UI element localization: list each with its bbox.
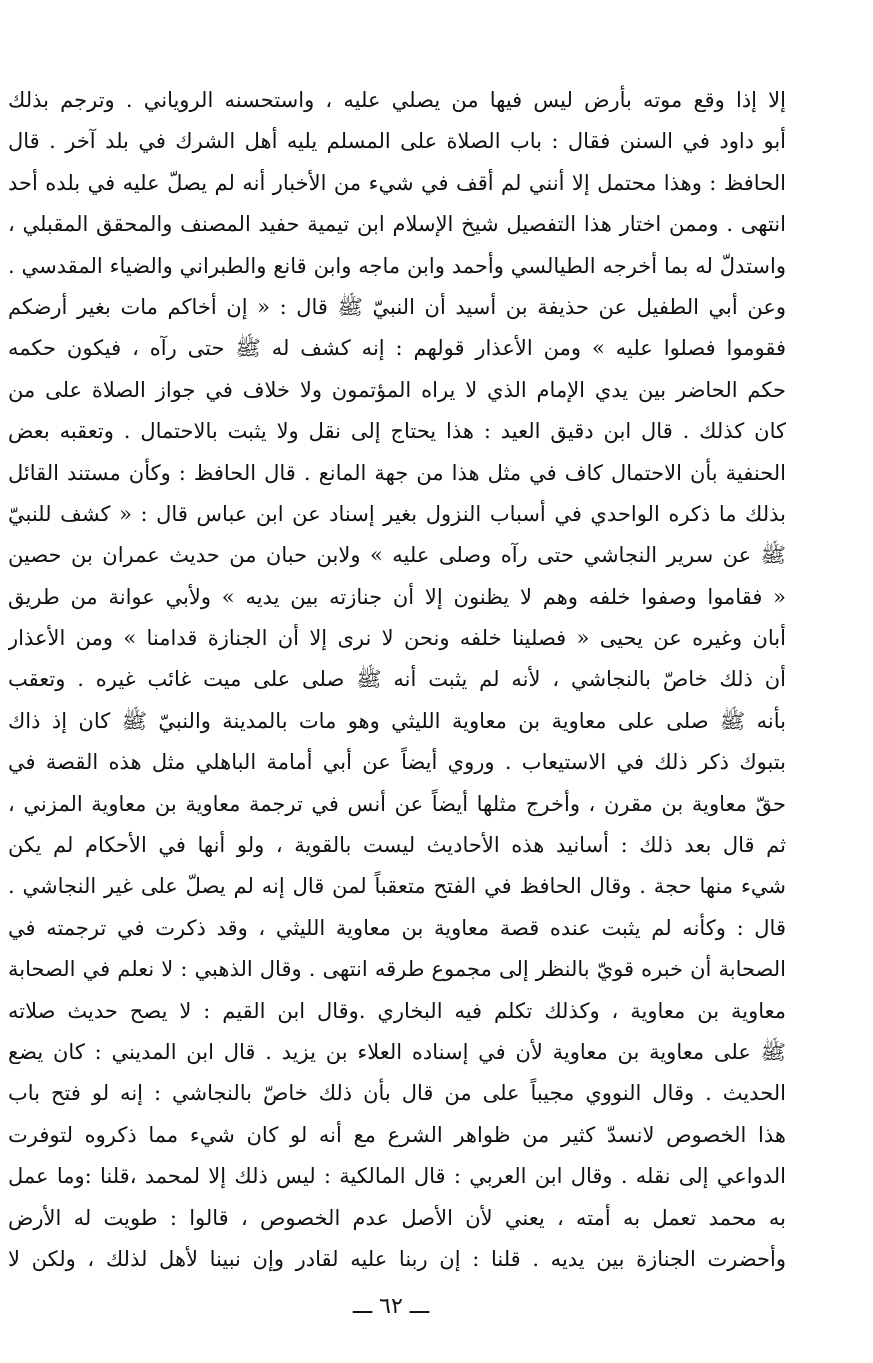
text-line: هذا الخصوص لانسدّ كثير من ظواهر الشرع مع أنه لو كان شيء مما ذكروه لتوفرت xyxy=(8,1122,786,1147)
text-line: وعن أبي الطفيل عن حذيفة بن أسيد أن النبيّ ﷺ قال : « إن أخاكم مات بغير أرضكم xyxy=(8,294,786,319)
text-line: أبو داود في السنن فقال : باب الصلاة على المسلم يليه أهل الشرك في بلد آخر . قال xyxy=(8,129,786,154)
body-text xyxy=(8,80,786,1280)
text-line: شيء منها حجة . وقال الحافظ في الفتح متعقباً لمن قال إنه لم يصلّ على غير النجاشي . xyxy=(8,874,786,899)
text-line: بذلك ما ذكره الواحدي في أسباب النزول بغير إسناد عن ابن عباس قال : « كشف للنبيّ xyxy=(8,501,786,526)
text-line: بتبوك ذكر ذلك في الاستيعاب . وروي أيضاً عن أبي أمامة الباهلي مثل هذه القصة في xyxy=(8,750,786,775)
text-line: أن ذلك خاصّ بالنجاشي ، لأنه لم يثبت أنه ﷺ صلى على ميت غائب غيره . وتعقب xyxy=(8,667,786,692)
text-line: انتهى . وممن اختار هذا التفصيل شيخ الإسلام ابن تيمية حفيد المصنف والمحقق المقبلي ، xyxy=(8,212,786,237)
text-line: الحنفية بأن الاحتمال كاف في مثل هذا من جهة المانع . قال الحافظ : وكأن مستند القائل xyxy=(8,460,786,485)
text-line: معاوية بن معاوية ، وكذلك تكلم فيه البخاري .وقال ابن القيم : لا يصح حديث صلاته xyxy=(8,998,786,1023)
page-number: ـــ ٦٢ ـــ xyxy=(352,1294,430,1319)
text-line: « فقاموا وصفوا خلفه وهم لا يظنون إلا أن جنازته بين يديه » ولأبي عوانة من طريق xyxy=(8,584,786,609)
text-line: الصحابة أن خبره قويّ بالنظر إلى مجموع طرقه انتهى . وقال الذهبي : لا نعلم في الصحابة xyxy=(8,957,786,982)
text-line: به محمد تعمل به أمته ، يعني لأن الأصل عدم الخصوص ، قالوا : طويت له الأرض xyxy=(8,1205,786,1230)
text-line: إلا إذا وقع موته بأرض ليس فيها من يصلي عليه ، واستحسنه الروياني . وترجم بذلك xyxy=(8,88,786,112)
text-line: أبان وغيره عن يحيى « فصلينا خلفه ونحن لا نرى إلا أن الجنازة قدامنا » ومن الأعذار xyxy=(8,626,786,651)
text-line: الحافظ : وهذا محتمل إلا أنني لم أقف في شيء من الأخبار أنه لم يصلّ عليه في بلده أحد xyxy=(8,170,786,195)
text-line: وأحضرت الجنازة بين يديه . قلنا : إن ربنا عليه لقادر وإن نبينا لأهل لذلك ، ولكن لا xyxy=(8,1246,786,1271)
text-line: حقّ معاوية بن مقرن ، وأخرج مثلها أيضاً عن أنس في ترجمة معاوية بن معاوية المزني ، xyxy=(8,791,786,816)
text-line: حكم الحاضر بين يدي الإمام الذي لا يراه المؤتمون ولا خلاف في جواز الصلاة على من xyxy=(8,377,786,402)
text-line: كان كذلك . قال ابن دقيق العيد : هذا يحتاج إلى نقل ولا يثبت بالاحتمال . وتعقبه بعض xyxy=(8,419,786,444)
text-line: ﷺ عن سرير النجاشي حتى رآه وصلى عليه » ولابن حبان من حديث عمران بن حصين xyxy=(8,543,786,568)
text-line: الحديث . وقال النووي مجيباً على من قال بأن ذلك خاصّ بالنجاشي : إنه لو فتح باب xyxy=(8,1081,786,1106)
text-line: واستدلّ له بما أخرجه الطيالسي وأحمد وابن ماجه وابن قانع والطبراني والضياء المقدسي . xyxy=(8,253,786,278)
text-line: ﷺ على معاوية بن معاوية لأن في إسناده العلاء بن يزيد . قال ابن المديني : كان يضع xyxy=(8,1039,786,1064)
text-line: فقوموا فصلوا عليه » ومن الأعذار قولهم : إنه كشف له ﷺ حتى رآه ، فيكون حكمه xyxy=(8,336,786,361)
text-line: بأنه ﷺ صلى على معاوية بن معاوية الليثي وهو مات بالمدينة والنبيّ ﷺ كان إذ ذاك xyxy=(8,708,786,733)
text-line: الدواعي إلى نقله . وقال ابن العربي : قال المالكية : ليس ذلك إلا لمحمد ،قلنا :وما عمل xyxy=(8,1164,786,1189)
text-line: ثم قال بعد ذلك : أسانيد هذه الأحاديث ليست بالقوية ، ولو أنها في الأحكام لم يكن xyxy=(8,833,786,858)
text-line: قال : وكأنه لم يثبت عنده قصة معاوية بن معاوية الليثي ، وقد ذكرت في ترجمته في xyxy=(8,915,786,940)
